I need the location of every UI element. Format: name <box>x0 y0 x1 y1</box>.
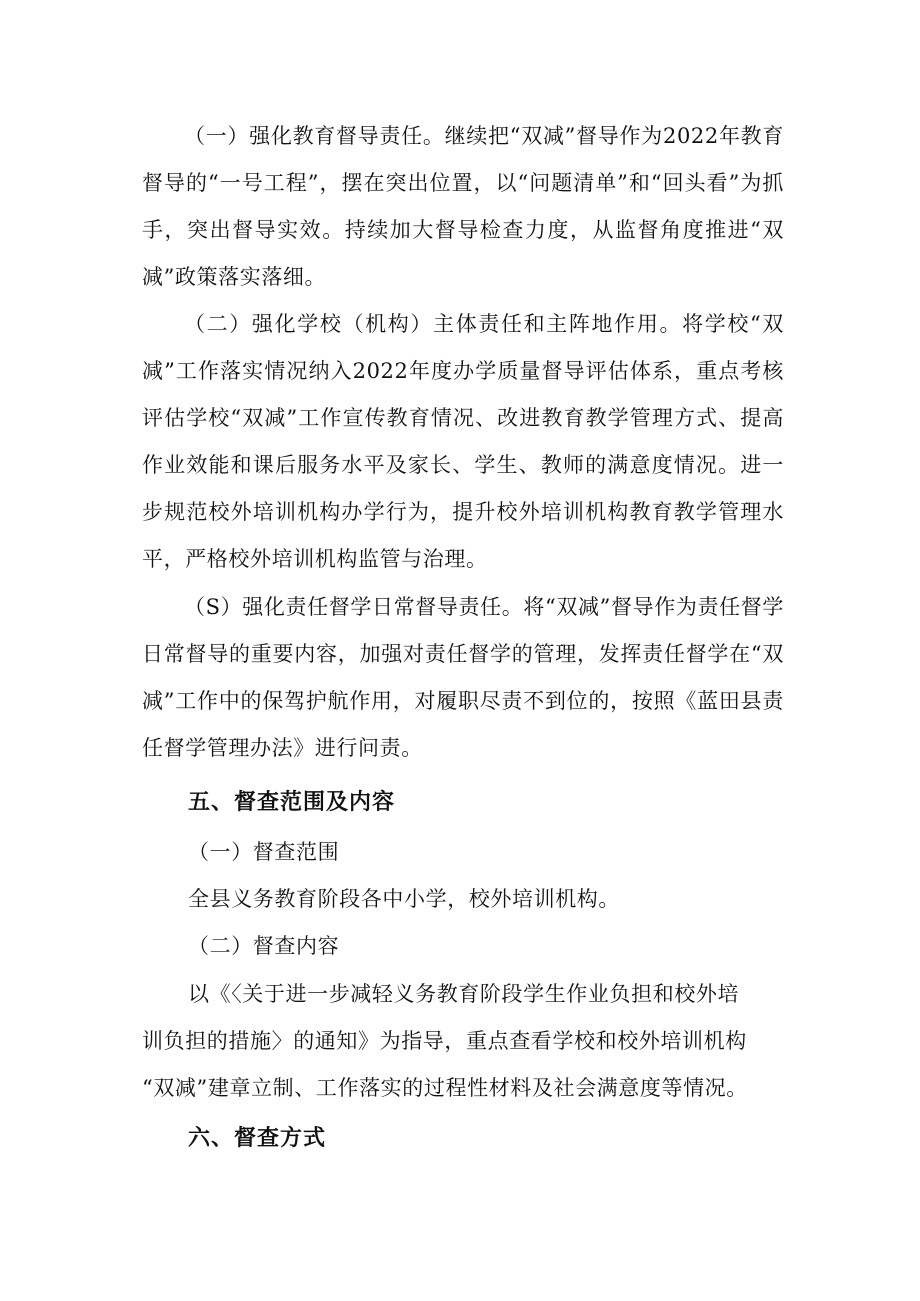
scope-text: 全县义务教育阶段各中小学，校外培训机构。 <box>188 887 620 911</box>
subheading-content: （二）督查内容 <box>188 934 340 958</box>
section-heading-method: 六、督查方式 <box>188 1126 327 1151</box>
paragraph-school-responsibility: （二）强化学校（机构）主体责任和主阵地作用。将学校“双减”工作落实情况纳入2022年度办学质量督导评估体系，重点考核评估学校“双减”工作宣传教育情况、改进教育教学管理方式、提高作业效能和课后服务水平及家长、学生、教师的满意度情况。进一步规范校外培训机构办学行为，提升校外培训机构教育教学管理水平，严格校外培训机构监管与治理。 <box>142 312 784 571</box>
subheading-scope: （一）督查范围 <box>188 840 340 864</box>
content-text-line-2: 训负担的措施〉的通知》为指导，重点查看学校和校外培训机构 <box>142 1029 747 1053</box>
content-text-line-1: 以《〈关于进一步减轻义务教育阶段学生作业负担和校外培 <box>188 982 740 1006</box>
content-text-line-3: “双减”建章立制、工作落实的过程性材料及社会满意度等情况。 <box>142 1076 748 1100</box>
section-heading-scope-content: 五、督查范围及内容 <box>188 790 396 815</box>
paragraph-daily-supervision: （S）强化责任督学日常督导责任。将“双减”督导作为责任督学日常督导的重要内容，加强对责任督学的管理，发挥责任督学在“双减”工作中的保驾护航作用，对履职尽责不到位的，按照《蓝田县责任督学管理办法》进行问责。 <box>142 595 784 760</box>
paragraph-supervision-responsibility: （一）强化教育督导责任。继续把“双减”督导作为2022年教育督导的“一号工程”，摆在突出位置，以“问题清单”和“回头看”为抓手，突出督导实效。持续加大督导检查力度，从监督角度推进“双减”政策落实落细。 <box>142 124 784 289</box>
